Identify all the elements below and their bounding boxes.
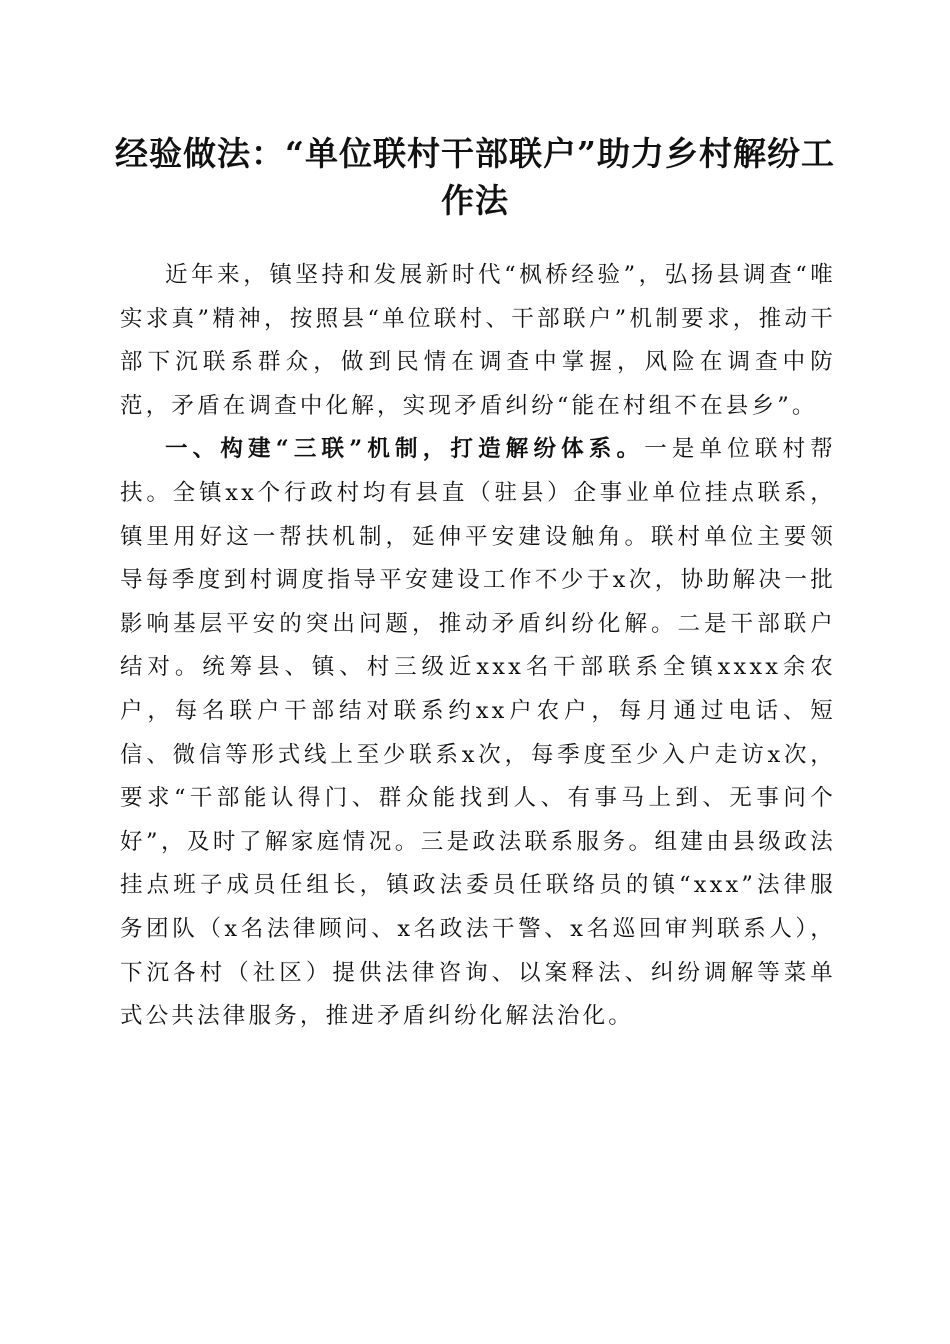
document-title: 经验做法：“单位联村干部联户”助力乡村解纷工作法 (115, 134, 835, 220)
section-1-body: 一是单位联村帮扶。全镇xx个行政村均有县直（驻县）企事业单位挂点联系，镇里用好这一帮扶机制，延伸平安建设触角。联村单位主要领导每季度到村调度指导平安建设工作不少于x次，协助解决一批影响基层平安的突出问题，推动矛盾纠纷化解。二是干部联户结对。统筹县、镇、村三级近xxx名干部联系全镇xxxx余农户，每名联户干部结对联系约xx户农户，每月通过电话、短信、微信等形式线上至少联系x次，每季度至少入户走访x次，要求“干部能认得门、群众能找到人、有事马上到、无事问个好”，及时了解家庭情况。三是政法联系服务。组建由县级政法挂点班子成员任组长，镇政法委员任联络员的镇“xxx”法律服务团队（x名法律顾问、x名政法干警、x名巡回审判联系人），下沉各村（社区）提供法律咨询、以案释法、纠纷调解等菜单式公共法律服务，推进矛盾纠纷化解法治化。 (120, 436, 836, 1030)
intro-paragraph: 近年来，镇坚持和发展新时代“枫桥经验”，弘扬县调查“唯实求真”精神，按照县“单位联村、干部联户”机制要求，推动干部下沉联系群众，做到民情在调查中掌握，风险在调查中防范，矛盾在调查中化解，实现矛盾纠纷“能在村组不在县乡”。 (120, 262, 836, 419)
document-body (120, 254, 836, 1039)
section-1-heading: 一、构建“三联”机制，打造解纷体系。 (165, 436, 645, 463)
section-1-paragraph (120, 428, 836, 1038)
